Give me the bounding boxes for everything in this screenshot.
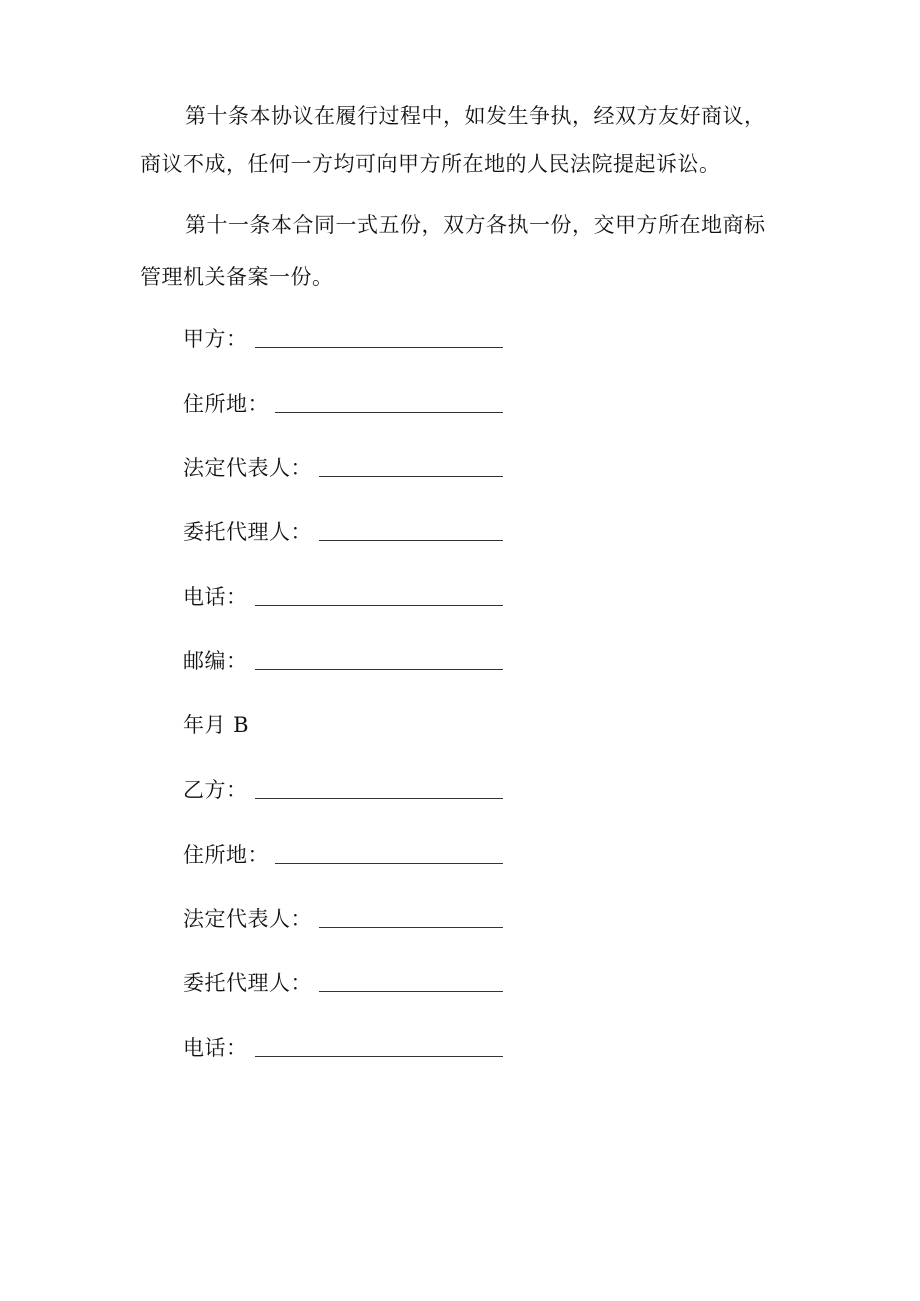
party-b-legal-rep-label: 法定代表人： xyxy=(183,907,312,931)
party-a-address-blank[interactable] xyxy=(275,412,503,413)
party-a-phone-field xyxy=(183,583,523,613)
clause-10-line-2: 商议不成，任何一方均可向甲方所在地的人民法院提起诉讼。 xyxy=(140,152,721,176)
party-a-legal-rep-blank[interactable] xyxy=(319,476,503,477)
party-a-legal-rep-field xyxy=(183,454,523,484)
party-b-name-blank[interactable] xyxy=(255,798,503,799)
party-b-address-field xyxy=(183,841,523,871)
clause-11-line-1: 第十一条本合同一式五份，双方各执一份，交甲方所在地商标 xyxy=(185,213,766,237)
party-a-name-field xyxy=(183,325,523,355)
party-a-postcode-blank[interactable] xyxy=(255,669,503,670)
party-a-agent-label: 委托代理人： xyxy=(183,520,312,544)
party-b-legal-rep-blank[interactable] xyxy=(319,927,503,928)
party-b-legal-rep-field xyxy=(183,905,523,935)
party-b-phone-field xyxy=(183,1034,523,1064)
party-a-address-label: 住所地： xyxy=(183,392,269,416)
party-b-phone-blank[interactable] xyxy=(255,1056,503,1057)
party-b-agent-blank[interactable] xyxy=(319,991,503,992)
party-a-agent-blank[interactable] xyxy=(319,540,503,541)
party-a-postcode-field xyxy=(183,647,523,677)
party-b-phone-label: 电话： xyxy=(183,1036,248,1060)
clause-11-line-2: 管理机关备案一份。 xyxy=(140,265,334,289)
party-a-legal-rep-label: 法定代表人： xyxy=(183,456,312,480)
party-a-postcode-label: 邮编： xyxy=(183,649,248,673)
date-line: 年月 B xyxy=(183,713,250,737)
party-a-name-label: 甲方： xyxy=(183,327,248,351)
party-b-address-blank[interactable] xyxy=(275,863,503,864)
party-a-phone-blank[interactable] xyxy=(255,605,503,606)
party-a-address-field xyxy=(183,390,523,420)
party-a-agent-field xyxy=(183,518,523,548)
party-b-name-label: 乙方： xyxy=(183,778,248,802)
party-b-address-label: 住所地： xyxy=(183,843,269,867)
party-b-name-field xyxy=(183,776,523,806)
party-b-agent-field xyxy=(183,969,523,999)
party-a-name-blank[interactable] xyxy=(255,347,503,348)
party-a-phone-label: 电话： xyxy=(183,585,248,609)
clause-10-line-1: 第十条本协议在履行过程中，如发生争执，经双方友好商议， xyxy=(185,104,766,128)
party-b-agent-label: 委托代理人： xyxy=(183,971,312,995)
